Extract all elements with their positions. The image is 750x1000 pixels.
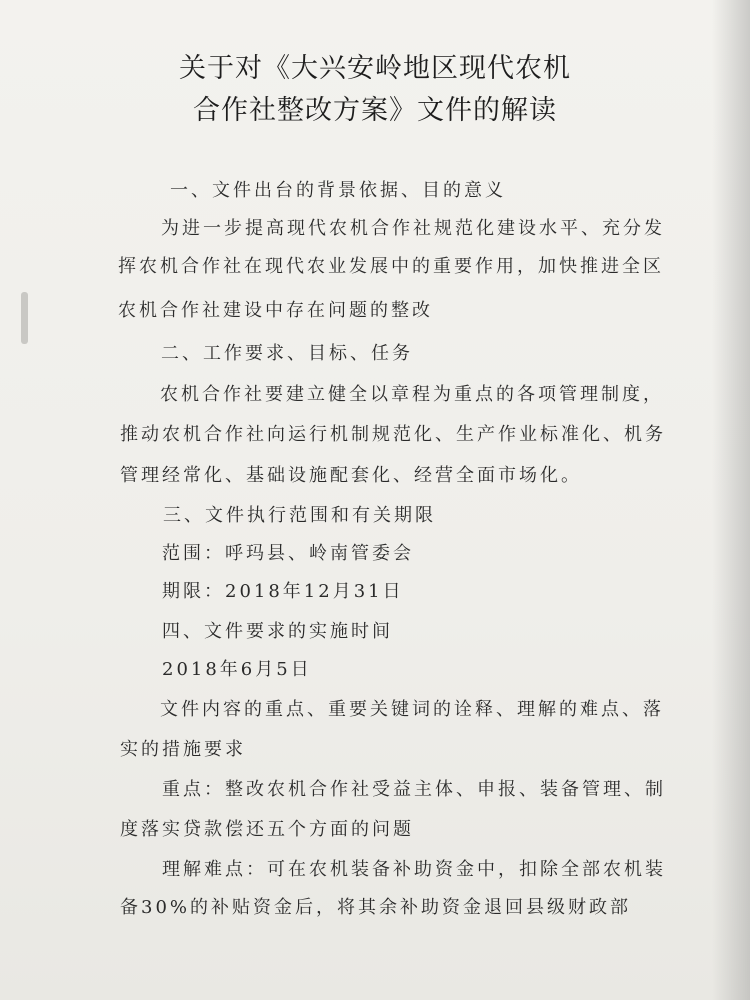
document-title-line-1: 关于对《大兴安岭地区现代农机 bbox=[179, 53, 571, 84]
binding-mark bbox=[21, 292, 28, 344]
paragraph-line: 度落实贷款偿还五个方面的问题 bbox=[120, 819, 414, 840]
section-heading-3: 三、文件执行范围和有关期限 bbox=[163, 505, 436, 526]
paragraph-line: 重点：整改农机合作社受益主体、申报、装备管理、制 bbox=[162, 779, 666, 800]
section-heading-4: 四、文件要求的实施时间 bbox=[162, 621, 393, 642]
paragraph-line: 农机合作社建设中存在问题的整改 bbox=[118, 300, 433, 321]
section-heading-2: 二、工作要求、目标、任务 bbox=[161, 343, 413, 364]
section-heading-1: 一、文件出台的背景依据、目的意义 bbox=[170, 180, 506, 201]
paragraph-line: 实的措施要求 bbox=[120, 739, 246, 760]
deadline-line: 期限：2018年12月31日 bbox=[162, 581, 404, 602]
paragraph-line: 备30%的补贴资金后，将其余补助资金退回县级财政部 bbox=[120, 897, 632, 918]
scope-line: 范围：呼玛县、岭南管委会 bbox=[162, 543, 414, 564]
paragraph-line: 推动农机合作社向运行机制规范化、生产作业标准化、机务 bbox=[120, 424, 666, 445]
implementation-date: 2018年6月5日 bbox=[162, 659, 312, 680]
document-title-line-2: 合作社整改方案》文件的解读 bbox=[193, 95, 557, 126]
paragraph-line: 理解难点：可在农机装备补助资金中，扣除全部农机装 bbox=[162, 859, 666, 880]
paragraph-line: 管理经常化、基础设施配套化、经营全面市场化。 bbox=[120, 465, 582, 486]
paragraph-line: 挥农机合作社在现代农业发展中的重要作用，加快推进全区 bbox=[118, 256, 664, 277]
paragraph-line: 为进一步提高现代农机合作社规范化建设水平、充分发 bbox=[161, 218, 665, 239]
paragraph-line: 农机合作社要建立健全以章程为重点的各项管理制度， bbox=[160, 384, 664, 405]
page-edge-shadow bbox=[712, 0, 750, 1000]
paragraph-line: 文件内容的重点、重要关键词的诠释、理解的难点、落 bbox=[160, 699, 664, 720]
